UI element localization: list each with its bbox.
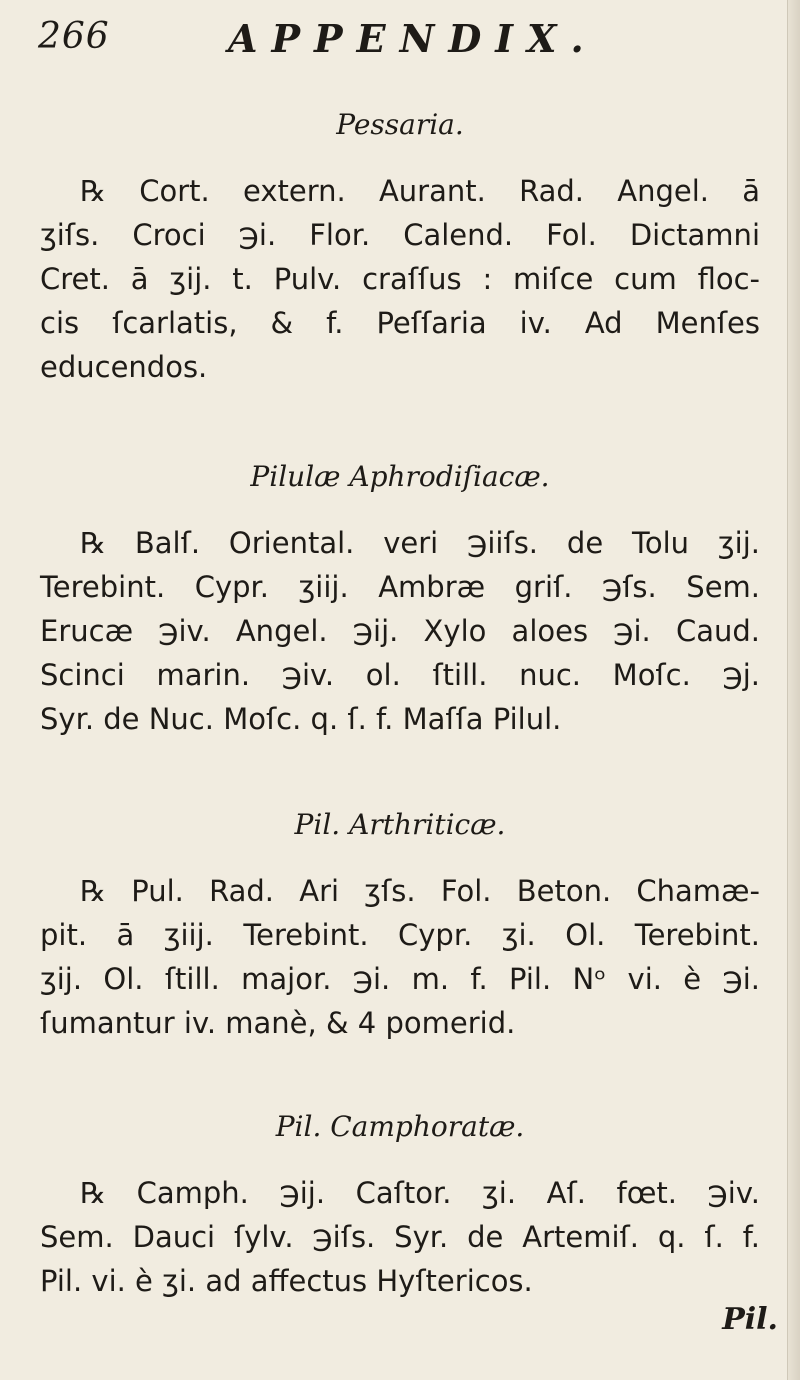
recipe-title: Pil. Camphoratæ.: [275, 1110, 525, 1143]
recipe-body: [40, 1171, 760, 1303]
recipe-pilulae-aphrodisiacae: [40, 460, 760, 741]
recipe-body: [40, 169, 760, 389]
text-line: ℞ Camph. ℈ij. Caſtor. ʒi. Aſ. fœt. ℈iv.: [80, 1176, 760, 1210]
text-line: ℞ Balſ. Oriental. veri ℈iiſs. de Tolu ʒij.: [80, 526, 760, 560]
text-line: Cret. ā ʒij. t. Pulv. craſſus : miſce cum floc-: [40, 262, 760, 296]
text-line: Syr. de Nuc. Moſc. q. ſ. f. Maſſa Pilul.: [40, 702, 562, 736]
recipe-title: Pil. Arthriticæ.: [294, 808, 506, 841]
text-line: ℞ Pul. Rad. Ari ʒſs. Fol. Beton. Chamæ-: [80, 874, 760, 908]
recipe-pessaria: [40, 108, 760, 389]
text-line: Sem. Dauci ſylv. ℈iſs. Syr. de Artemiſ. q. ſ. f.: [40, 1220, 760, 1254]
running-head: APPENDIX.: [228, 16, 598, 61]
page-number: 266: [38, 16, 110, 57]
text-line: Erucæ ℈iv. Angel. ℈ij. Xylo aloes ℈i. Caud.: [40, 614, 760, 648]
catchword: Pil.: [722, 1302, 778, 1337]
text-line: Terebint. Cypr. ʒiij. Ambræ griſ. ℈ſs. Sem.: [40, 570, 760, 604]
recipe-body: [40, 521, 760, 741]
text-line: ʒiſs. Croci ℈i. Flor. Calend. Fol. Dictamni: [40, 218, 760, 252]
page-edge: [787, 0, 800, 1380]
recipe-title: Pilulæ Aphrodiſiacæ.: [250, 460, 550, 493]
page-header: [38, 16, 758, 66]
recipe-pil-arthriticae: [40, 808, 760, 1045]
text-line: pit. ā ʒiij. Terebint. Cypr. ʒi. Ol. Terebint.: [40, 918, 760, 952]
text-line: ſumantur iv. manè, & 4 pomerid.: [40, 1006, 516, 1040]
recipe-title: Pessaria.: [336, 108, 464, 141]
recipe-body: [40, 869, 760, 1045]
recipe-pil-camphoratae: [40, 1110, 760, 1303]
text-line: Pil. vi. è ʒi. ad affectus Hyſtericos.: [40, 1264, 533, 1298]
text-line: educendos.: [40, 350, 208, 384]
text-line: cis ſcarlatis, & f. Peſſaria iv. Ad Menſes: [40, 306, 760, 340]
text-line: ℞ Cort. extern. Aurant. Rad. Angel. ā: [80, 174, 760, 208]
text-line: ʒij. Ol. ſtill. major. ℈i. m. f. Pil. Nᵒ vi. è ℈i.: [40, 962, 760, 996]
text-line: Scinci marin. ℈iv. ol. ſtill. nuc. Moſc. ℈j.: [40, 658, 760, 692]
